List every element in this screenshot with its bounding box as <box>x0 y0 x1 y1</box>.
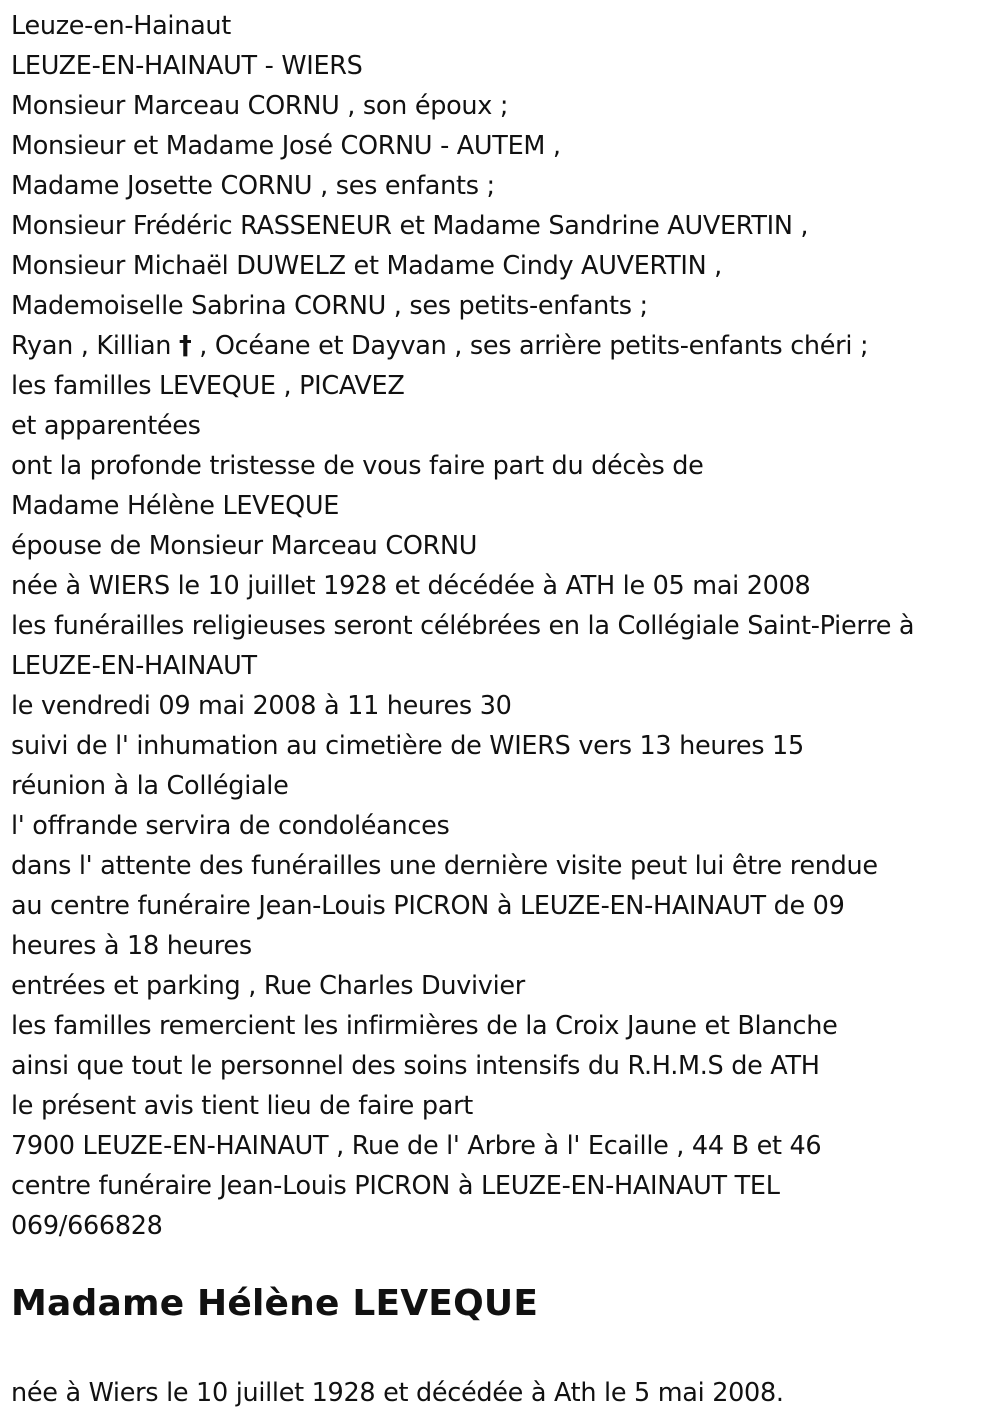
notice-line: le vendredi 09 mai 2008 à 11 heures 30 <box>11 691 512 721</box>
notice-line: ont la profonde tristesse de vous faire part du décès de <box>11 451 704 481</box>
notice-line-part: Ryan , Killian <box>11 331 179 361</box>
notice-line: heures à 18 heures <box>11 931 252 961</box>
notice-line: 069/666828 <box>11 1211 163 1241</box>
notice-line: LEUZE-EN-HAINAUT <box>11 651 257 681</box>
obituary-notice <box>11 6 991 1246</box>
notice-line-with-cross <box>11 326 991 366</box>
notice-line: Monsieur et Madame José CORNU - AUTEM , <box>11 131 561 161</box>
notice-line: Madame Hélène LEVEQUE <box>11 491 340 521</box>
notice-line: réunion à la Collégiale <box>11 771 289 801</box>
notice-line: ainsi que tout le personnel des soins intensifs du R.H.M.S de ATH <box>11 1051 820 1081</box>
notice-line: l' offrande servira de condoléances <box>11 811 450 841</box>
birth-death-summary: née à Wiers le 10 juillet 1928 et décédée à Ath le 5 mai 2008. <box>11 1378 784 1408</box>
notice-line: Monsieur Michaël DUWELZ et Madame Cindy AUVERTIN , <box>11 251 722 281</box>
notice-line: au centre funéraire Jean-Louis PICRON à LEUZE-EN-HAINAUT de 09 <box>11 891 845 921</box>
notice-line: née à WIERS le 10 juillet 1928 et décédée à ATH le 05 mai 2008 <box>11 571 811 601</box>
notice-line: Madame Josette CORNU , ses enfants ; <box>11 171 495 201</box>
notice-line: et apparentées <box>11 411 201 441</box>
notice-line: entrées et parking , Rue Charles Duvivier <box>11 971 525 1001</box>
notice-line: centre funéraire Jean-Louis PICRON à LEUZE-EN-HAINAUT TEL <box>11 1171 780 1201</box>
cross-icon: † <box>178 331 192 361</box>
deceased-name-heading: Madame Hélène LEVEQUE <box>11 1283 539 1324</box>
notice-line: les familles remercient les infirmières de la Croix Jaune et Blanche <box>11 1011 838 1041</box>
notice-line: LEUZE-EN-HAINAUT - WIERS <box>11 51 363 81</box>
notice-line: les familles LEVEQUE , PICAVEZ <box>11 371 405 401</box>
notice-line: 7900 LEUZE-EN-HAINAUT , Rue de l' Arbre à l' Ecaille , 44 B et 46 <box>11 1131 822 1161</box>
notice-line: les funérailles religieuses seront célébrées en la Collégiale Saint-Pierre à <box>11 611 915 641</box>
notice-line: Monsieur Marceau CORNU , son époux ; <box>11 91 509 121</box>
notice-line-part: , Océane et Dayvan , ses arrière petits-enfants chéri ; <box>191 331 869 361</box>
notice-line: Leuze-en-Hainaut <box>11 11 231 41</box>
notice-line: épouse de Monsieur Marceau CORNU <box>11 531 478 561</box>
notice-line: Mademoiselle Sabrina CORNU , ses petits-enfants ; <box>11 291 648 321</box>
notice-line: suivi de l' inhumation au cimetière de WIERS vers 13 heures 15 <box>11 731 804 761</box>
notice-line: le présent avis tient lieu de faire part <box>11 1091 473 1121</box>
notice-line: dans l' attente des funérailles une dernière visite peut lui être rendue <box>11 851 878 881</box>
notice-line: Monsieur Frédéric RASSENEUR et Madame Sandrine AUVERTIN , <box>11 211 809 241</box>
